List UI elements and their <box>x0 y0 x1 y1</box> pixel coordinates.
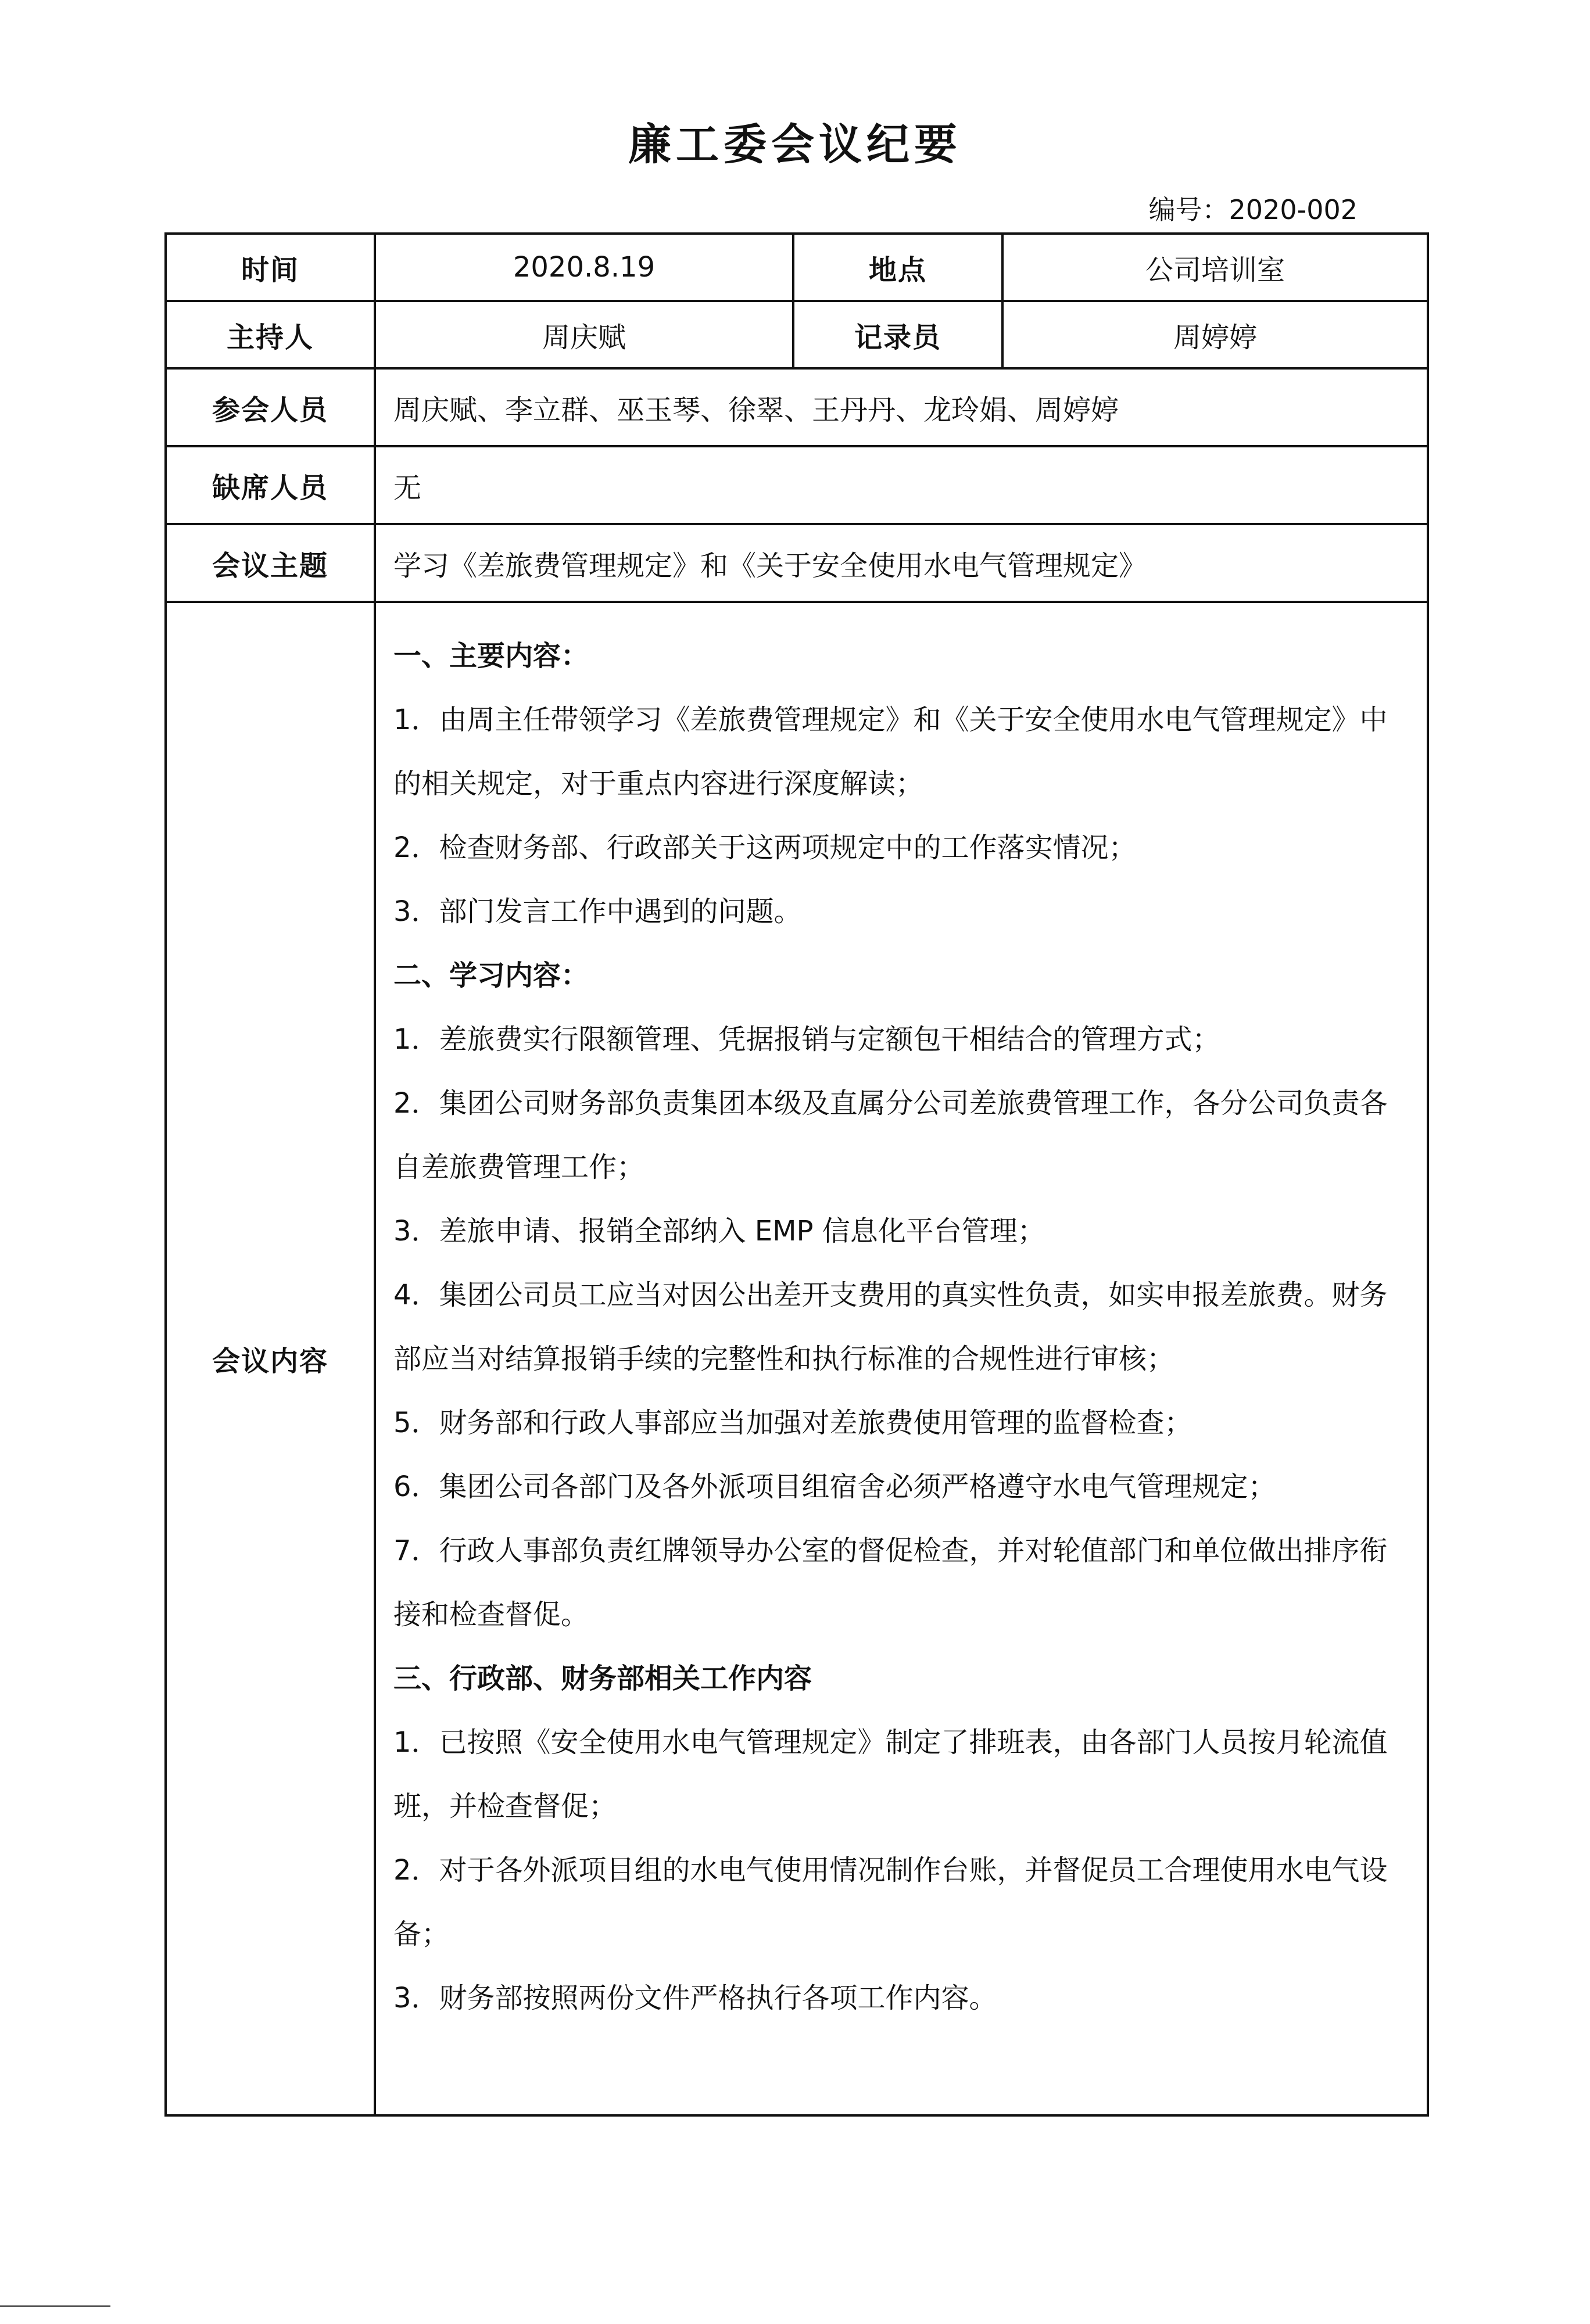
place-value: 公司培训室 <box>1002 234 1428 301</box>
content-line: 3．财务部按照两份文件严格执行各项工作内容。 <box>393 1982 997 2014</box>
content-line: 1．由周主任带领学习《差旅费管理规定》和《关于安全使用水电气管理规定》中的相关规定，对于重点内容进行深度解读； <box>393 704 1388 800</box>
content-line: 3．部门发言工作中遇到的问题。 <box>393 895 802 928</box>
attendees-label: 参会人员 <box>166 368 375 446</box>
content-line: 一、主要内容： <box>393 640 589 672</box>
document-number: 编号：2020-002 <box>1148 194 1358 225</box>
content-line: 5．财务部和行政人事部应当加强对差旅费使用管理的监督检查； <box>393 1407 1192 1439</box>
minutes-table <box>164 232 1429 2117</box>
content-line: 4．集团公司员工应当对因公出差开支费用的真实性负责，如实申报差旅费。财务部应当对结算报销手续的完整性和执行标准的合规性进行审核； <box>393 1279 1388 1375</box>
place-label: 地点 <box>793 234 1002 301</box>
content-line: 2．集团公司财务部负责集团本级及直属分公司差旅费管理工作，各分公司负责各自差旅费管理工作； <box>393 1087 1388 1183</box>
row-topic <box>166 524 1428 602</box>
row-absent <box>166 446 1428 524</box>
absent-label: 缺席人员 <box>166 446 375 524</box>
row-attendees <box>166 368 1428 446</box>
time-value: 2020.8.19 <box>375 234 793 301</box>
content-line: 6．集团公司各部门及各外派项目组宿舍必须严格遵守水电气管理规定； <box>393 1471 1276 1503</box>
content-line: 3．差旅申请、报销全部纳入 EMP 信息化平台管理； <box>393 1215 1045 1247</box>
row-host-recorder <box>166 301 1428 368</box>
scan-edge-mark <box>0 2305 110 2307</box>
time-label: 时间 <box>166 234 375 301</box>
content-line: 7．行政人事部负责红牌领导办公室的督促检查，并对轮值部门和单位做出排序衔接和检查督促。 <box>393 1534 1388 1631</box>
attendees-value: 周庆赋、李立群、巫玉琴、徐翠、王丹丹、龙玲娟、周婷婷 <box>375 368 1428 446</box>
host-label: 主持人 <box>166 301 375 368</box>
content-line: 二、学习内容： <box>393 959 589 992</box>
row-time-place <box>166 234 1428 301</box>
content-line: 1．已按照《安全使用水电气管理规定》制定了排班表，由各部门人员按月轮流值班，并检查督促； <box>393 1726 1388 1823</box>
row-content <box>166 602 1428 2115</box>
recorder-value: 周婷婷 <box>1002 301 1428 368</box>
content-line: 2．检查财务部、行政部关于这两项规定中的工作落实情况； <box>393 831 1137 864</box>
topic-value: 学习《差旅费管理规定》和《关于安全使用水电气管理规定》 <box>375 524 1428 602</box>
host-value: 周庆赋 <box>375 301 793 368</box>
content-line: 2．对于各外派项目组的水电气使用情况制作台账，并督促员工合理使用水电气设备； <box>393 1854 1388 1950</box>
content-line: 1．差旅费实行限额管理、凭据报销与定额包干相结合的管理方式； <box>393 1023 1220 1056</box>
topic-label: 会议主题 <box>166 524 375 602</box>
document-title: 廉工委会议纪要 <box>628 120 962 170</box>
content-line: 三、行政部、财务部相关工作内容 <box>393 1662 812 1695</box>
content-label: 会议内容 <box>166 602 375 2115</box>
absent-value: 无 <box>375 446 1428 524</box>
content-body <box>375 602 1428 2115</box>
recorder-label: 记录员 <box>793 301 1002 368</box>
